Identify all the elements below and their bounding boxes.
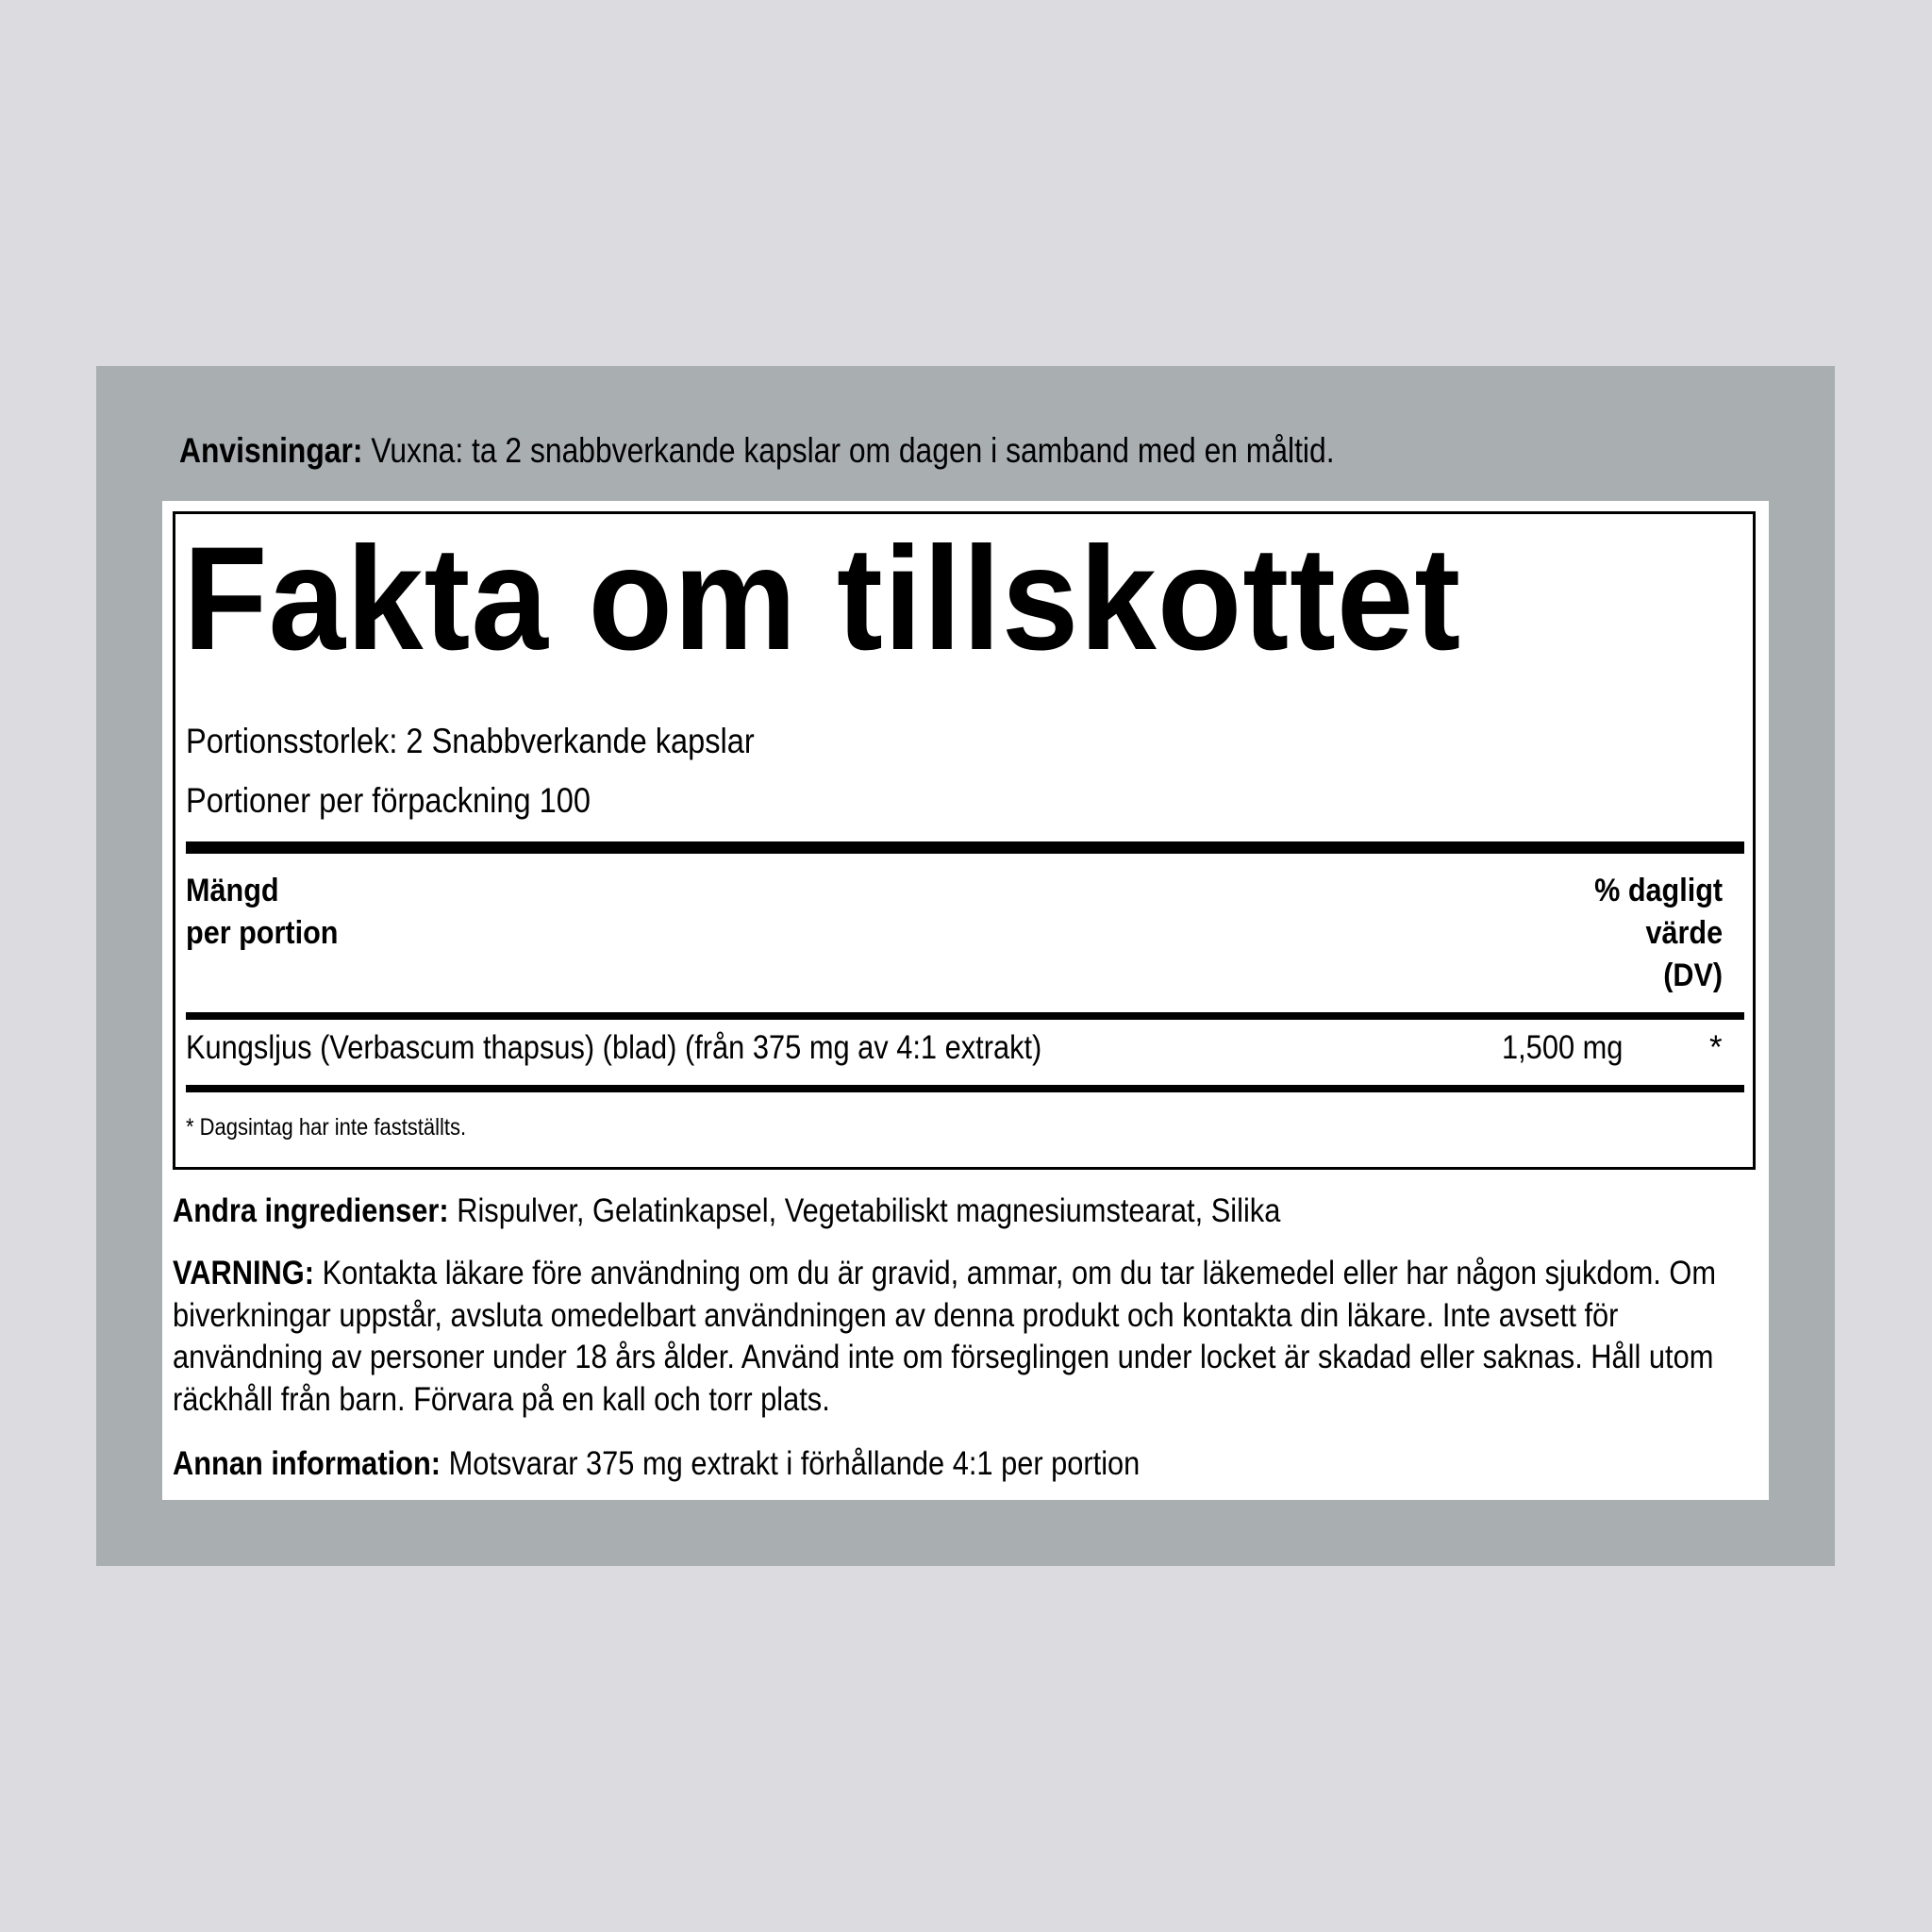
daily-value-header-line2: värde [1645,915,1723,951]
other-information [173,1443,1733,1486]
amount-header-line2: per portion [186,915,339,951]
other-information-text: Motsvarar 375 mg extrakt i förhållande 4:1 per portion [441,1445,1141,1482]
ingredient-daily-value: * [1709,1029,1723,1066]
serving-size: Portionsstorlek: 2 Snabbverkande kapslar [186,722,755,760]
servings-per-container: Portioner per förpackning 100 [186,781,591,820]
warning [173,1253,1733,1421]
ingredient-amount: 1,500 mg [1502,1029,1624,1066]
directions-text: Vuxna: ta 2 snabbverkande kapslar om dagen i samband med en måltid. [362,431,1335,470]
other-ingredients-label: Andra ingredienser: [173,1192,449,1229]
facts-title: Fakta om tillskottet [183,517,1462,681]
amount-header [186,870,338,955]
thick-divider [186,841,1744,854]
directions-label: Anvisningar: [179,431,363,470]
daily-value-header-line3: (DV) [1663,958,1723,993]
other-information-label: Annan information: [173,1445,441,1482]
warning-label: VARNING: [173,1255,315,1291]
daily-value-header-line1: % dagligt [1594,873,1723,908]
medium-divider [186,1012,1744,1020]
footnote: * Dagsintag har inte fastställts. [186,1114,467,1141]
other-ingredients [173,1191,1733,1233]
ingredient-name: Kungsljus (Verbascum thapsus) (blad) (från 375 mg av 4:1 extrakt) [186,1029,1042,1066]
amount-header-line1: Mängd [186,873,279,908]
daily-value-header [1594,870,1723,997]
warning-text: Kontakta läkare före användning om du är gravid, ammar, om du tar läkemedel eller har någon sjukdom. Om biverkningar uppstår, avsluta omedelbart användningen av denna produkt och kontakta din läkare. Inte avsett för användning av personer under 18 års ålder. Använd inte om förseglingen under locket är skadad eller saknas. Håll utom räckhåll från barn. Förvara på en kall och torr plats. [173,1255,1717,1418]
other-ingredients-text: Rispulver, Gelatinkapsel, Vegetabiliskt magnesiumstearat, Silika [448,1192,1281,1229]
bottom-divider [186,1085,1744,1092]
directions [179,427,1335,475]
